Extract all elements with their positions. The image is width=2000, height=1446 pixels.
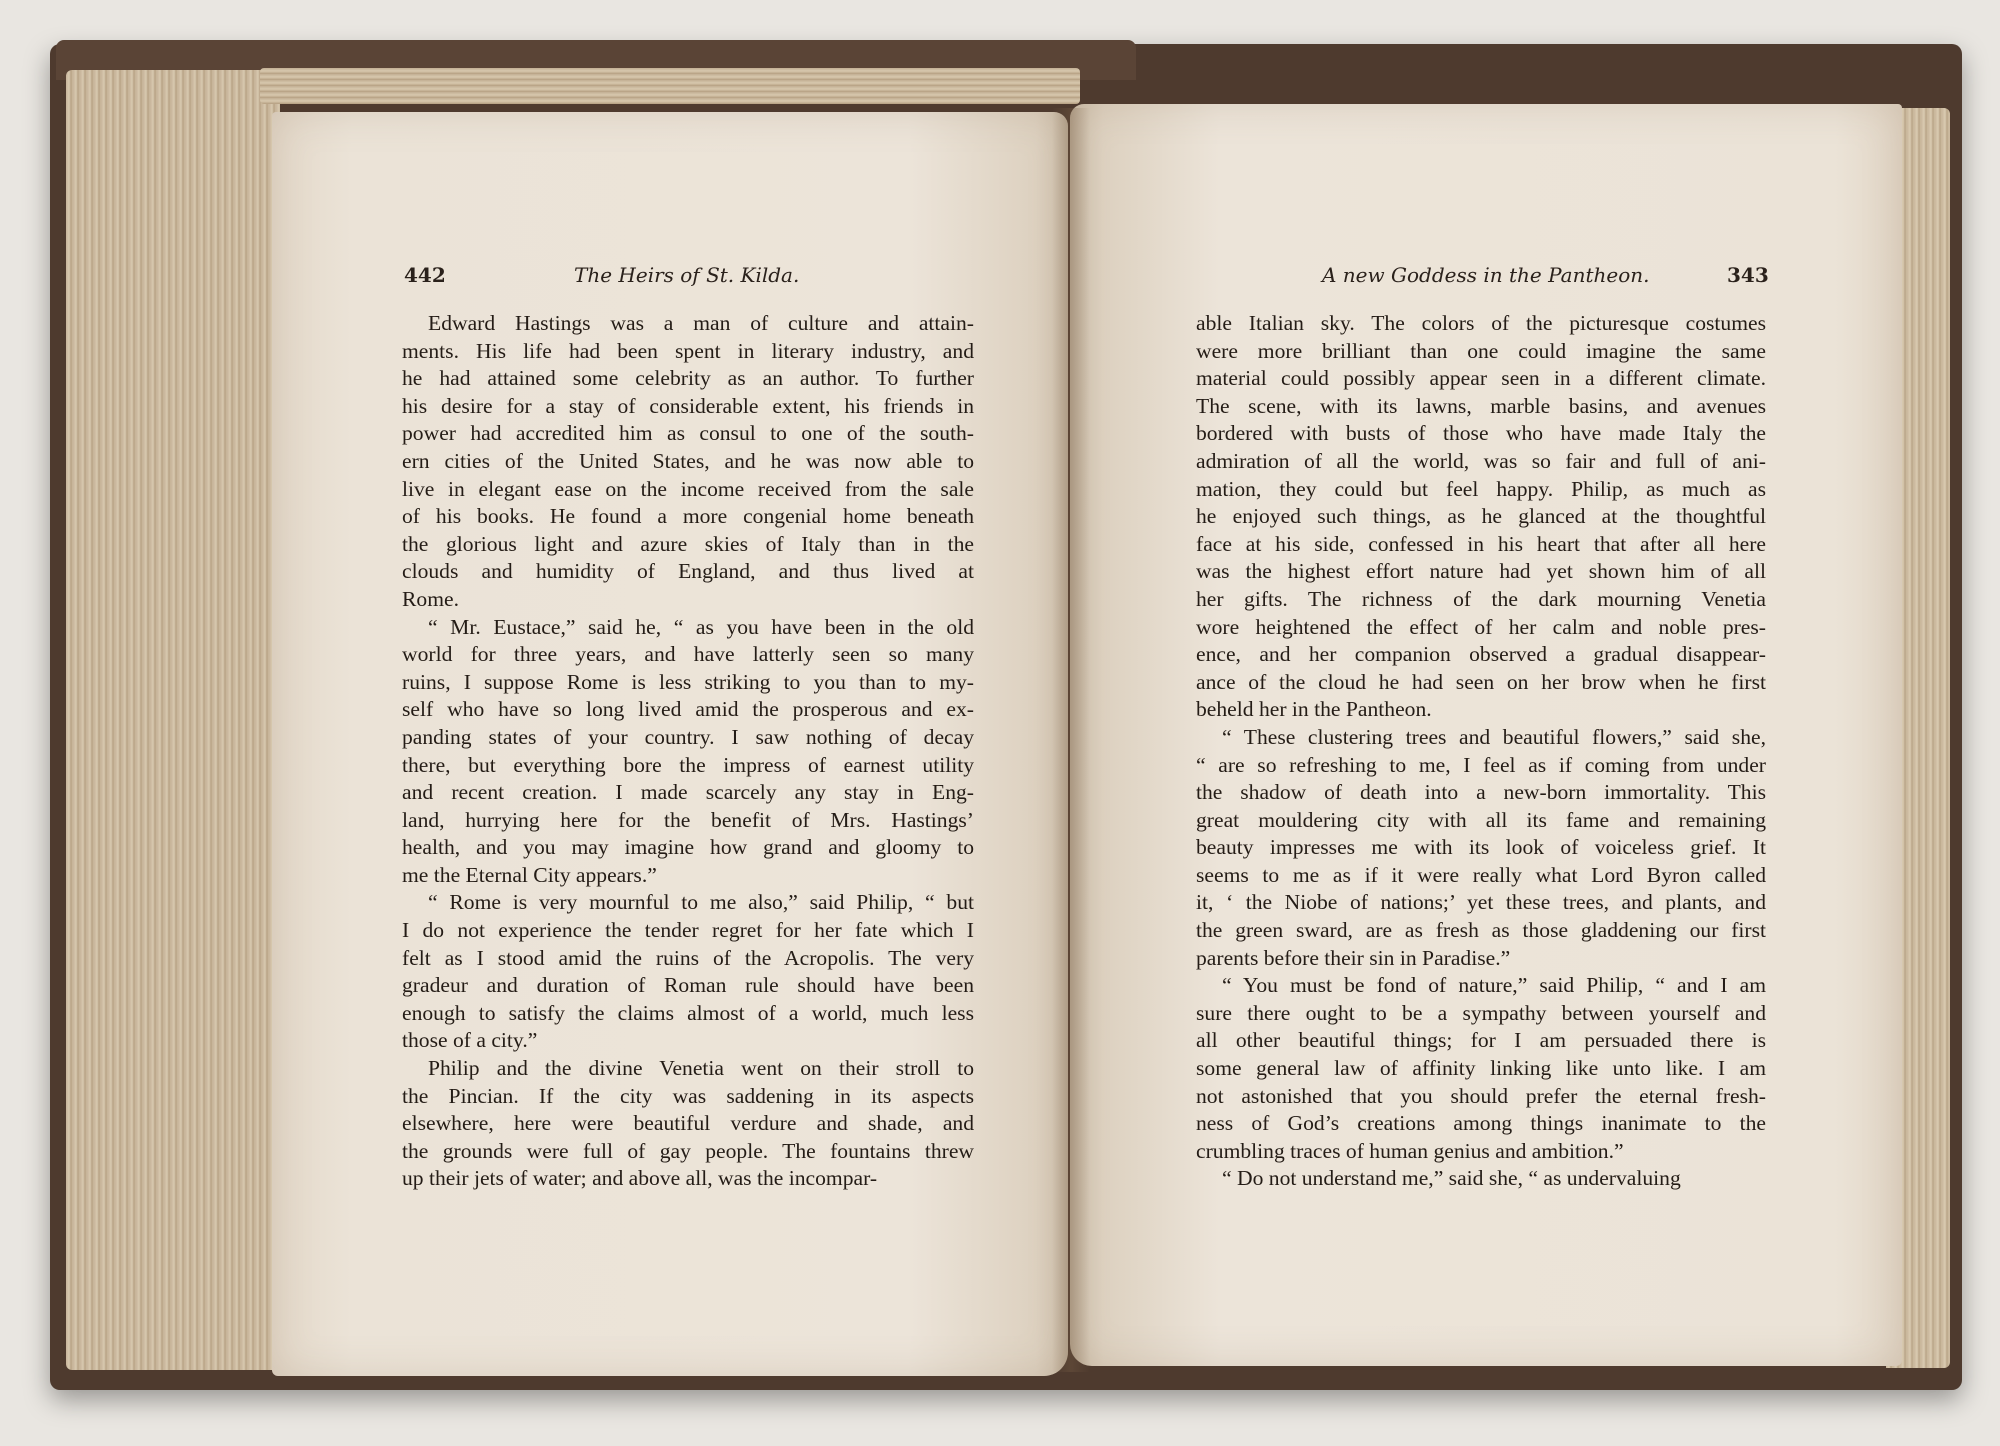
- text-line: “ Do not understand me,” said she, “ as undervaluing: [1222, 1166, 1681, 1191]
- text-line: ness of God’s creations among things inanimate to the: [1196, 1111, 1766, 1136]
- text-line: “ You must be fond of nature,” said Philip, “ and I am: [1222, 973, 1766, 998]
- text-line: of his books. He found a more congenial home beneath: [402, 504, 974, 529]
- text-line: material could possibly appear seen in a different climate.: [1196, 366, 1766, 391]
- text-line: her gifts. The richness of the dark mourning Venetia: [1196, 586, 1766, 611]
- right-running-title: A new Goddess in the Pantheon.: [1322, 263, 1650, 287]
- text-line: the grounds were full of gay people. The fountains threw: [402, 1138, 974, 1163]
- text-line: ruins, I suppose Rome is less striking to you than to my-: [402, 669, 974, 694]
- text-line: the shadow of death into a new-born immortality. This: [1196, 780, 1766, 805]
- text-line: live in elegant ease on the income received from the sale: [402, 476, 974, 501]
- text-line: me the Eternal City appears.”: [402, 862, 657, 887]
- right-page-text: [1196, 310, 1766, 1193]
- text-line: ence, and her companion observed a gradual disappear-: [1196, 642, 1766, 667]
- text-line: not astonished that you should prefer the eternal fresh-: [1196, 1083, 1766, 1108]
- page-edges-left: [66, 70, 280, 1370]
- text-line: The scene, with its lawns, marble basins, and avenues: [1196, 393, 1766, 418]
- text-line: he had attained some celebrity as an author. To further: [402, 366, 974, 391]
- text-line: face at his side, confessed in his heart that after all here: [1196, 531, 1766, 556]
- text-line: and recent creation. I made scarcely any stay in Eng-: [402, 780, 974, 805]
- text-line: it, ‘ the Niobe of nations;’ yet these trees, and plants, and: [1196, 890, 1766, 915]
- text-line: land, hurrying here for the benefit of Mrs. Hastings’: [402, 807, 974, 832]
- right-page-number: 343: [1727, 263, 1769, 287]
- text-line: great mouldering city with all its fame and remaining: [1196, 807, 1766, 832]
- text-line: felt as I stood amid the ruins of the Acropolis. The very: [402, 945, 974, 970]
- text-line: all other beautiful things; for I am persuaded there is: [1196, 1028, 1766, 1053]
- text-line: bordered with busts of those who have made Italy the: [1196, 421, 1766, 446]
- text-line: those of a city.”: [402, 1028, 538, 1053]
- left-page-text: [402, 310, 974, 1193]
- text-line: mation, they could but feel happy. Philip, as much as: [1196, 476, 1766, 501]
- text-line: “ Rome is very mournful to me also,” said Philip, “ but: [428, 890, 974, 915]
- text-line: beheld her in the Pantheon.: [1196, 697, 1432, 722]
- text-line: clouds and humidity of England, and thus lived at: [402, 559, 974, 584]
- text-line: ern cities of the United States, and he was now able to: [402, 448, 974, 473]
- text-line: the glorious light and azure skies of Italy than in the: [402, 531, 974, 556]
- text-line: crumbling traces of human genius and ambition.”: [1196, 1138, 1624, 1163]
- text-line: elsewhere, here were beautiful verdure and shade, and: [402, 1111, 974, 1136]
- text-line: Rome.: [402, 586, 459, 611]
- text-line: parents before their sin in Paradise.”: [1196, 945, 1511, 970]
- text-line: up their jets of water; and above all, was the incompar-: [402, 1166, 878, 1191]
- text-line: able Italian sky. The colors of the picturesque costumes: [1196, 311, 1766, 335]
- text-line: some general law of affinity linking like unto like. I am: [1196, 1056, 1766, 1081]
- text-line: world for three years, and have latterly seen so many: [402, 642, 974, 667]
- text-line: “ Mr. Eustace,” said he, “ as you have been in the old: [428, 614, 974, 639]
- text-line: his desire for a stay of considerable extent, his friends in: [402, 393, 974, 418]
- text-line: “ These clustering trees and beautiful flowers,” said she,: [1222, 724, 1766, 749]
- text-line: health, and you may imagine how grand and gloomy to: [402, 835, 974, 860]
- text-line: panding states of your country. I saw nothing of decay: [402, 724, 974, 749]
- text-line: was the highest effort nature had yet shown him of all: [1196, 559, 1766, 584]
- text-line: ments. His life had been spent in literary industry, and: [402, 338, 974, 363]
- text-line: Edward Hastings was a man of culture and attain-: [428, 311, 974, 335]
- text-line: I do not experience the tender regret for her fate which I: [402, 918, 974, 943]
- text-line: the green sward, are as fresh as those gladdening our first: [1196, 918, 1766, 943]
- text-line: self who have so long lived amid the prosperous and ex-: [402, 697, 974, 722]
- text-line: were more brilliant than one could imagine the same: [1196, 338, 1766, 363]
- text-line: he enjoyed such things, as he glanced at the thoughtful: [1196, 504, 1766, 529]
- text-line: there, but everything bore the impress of earnest utility: [402, 752, 974, 777]
- text-line: ance of the cloud he had seen on her brow when he first: [1196, 669, 1766, 694]
- text-line: the Pincian. If the city was saddening in its aspects: [402, 1083, 974, 1108]
- text-line: sure there ought to be a sympathy between yourself and: [1196, 1000, 1766, 1025]
- text-line: beauty impresses me with its look of voiceless grief. It: [1196, 835, 1766, 860]
- text-line: Philip and the divine Venetia went on their stroll to: [428, 1056, 974, 1081]
- text-line: gradeur and duration of Roman rule should have been: [402, 973, 974, 998]
- text-line: “ are so refreshing to me, I feel as if coming from under: [1196, 752, 1766, 777]
- left-running-title: The Heirs of St. Kilda.: [574, 263, 800, 287]
- page-edges-top: [260, 68, 1080, 104]
- book-gutter: [1052, 108, 1090, 1372]
- text-line: enough to satisfy the claims almost of a world, much less: [402, 1000, 974, 1025]
- left-page-number: 442: [404, 263, 446, 287]
- text-line: power had accredited him as consul to one of the south-: [402, 421, 974, 446]
- text-line: admiration of all the world, was so fair and full of ani-: [1196, 448, 1766, 473]
- text-line: wore heightened the effect of her calm and noble pres-: [1196, 614, 1766, 639]
- text-line: seems to me as if it were really what Lord Byron called: [1196, 862, 1766, 887]
